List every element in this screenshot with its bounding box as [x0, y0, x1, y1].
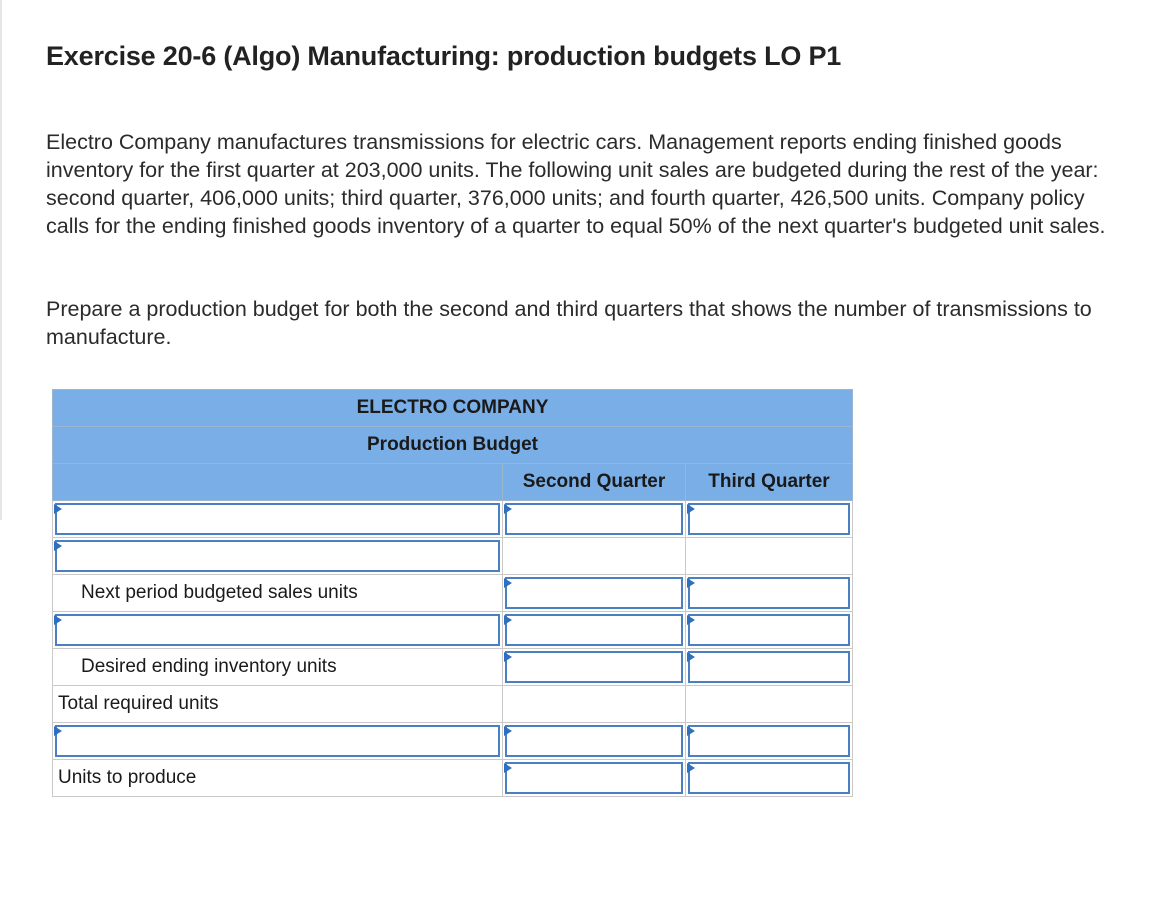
- total-required-second-quarter: [503, 686, 686, 723]
- next-sales-third-quarter-input[interactable]: [688, 577, 850, 609]
- dropdown-marker-icon: [687, 763, 695, 773]
- header-blank: [53, 464, 503, 501]
- dropdown-marker-icon: [687, 652, 695, 662]
- row2-label-select[interactable]: [55, 540, 500, 572]
- dropdown-marker-icon: [54, 615, 62, 625]
- desired-ending-inventory-label: Desired ending inventory units: [53, 649, 503, 686]
- dropdown-marker-icon: [54, 726, 62, 736]
- instruction-text: Prepare a production budget for both the second and third quarters that shows the number of transmissions to manufacture.: [46, 297, 1092, 349]
- row4-third-quarter-input[interactable]: [688, 614, 850, 646]
- desired-ending-third-quarter-input[interactable]: [688, 651, 850, 683]
- table-row: [53, 723, 853, 760]
- budget-title: Production Budget: [53, 427, 853, 464]
- dropdown-marker-icon: [687, 504, 695, 514]
- table-row: [53, 686, 853, 723]
- company-name: ELECTRO COMPANY: [53, 390, 853, 427]
- row7-label-select[interactable]: [55, 725, 500, 757]
- dropdown-marker-icon: [687, 726, 695, 736]
- empty-cell: [686, 538, 853, 575]
- empty-cell: [503, 538, 686, 575]
- next-period-sales-label: Next period budgeted sales units: [53, 575, 503, 612]
- total-required-label: Total required units: [53, 686, 503, 723]
- next-sales-second-quarter-input[interactable]: [505, 577, 683, 609]
- dropdown-marker-icon: [504, 578, 512, 588]
- dropdown-marker-icon: [504, 726, 512, 736]
- table-row: [53, 501, 853, 538]
- column-third-quarter: Third Quarter: [686, 464, 853, 501]
- column-second-quarter: Second Quarter: [503, 464, 686, 501]
- dropdown-marker-icon: [687, 578, 695, 588]
- row4-label-select[interactable]: [55, 614, 500, 646]
- table-row: [53, 538, 853, 575]
- row1-second-quarter-input[interactable]: [505, 503, 683, 535]
- production-budget-table: [52, 389, 853, 797]
- dropdown-marker-icon: [504, 652, 512, 662]
- dropdown-marker-icon: [504, 504, 512, 514]
- row7-second-quarter-input[interactable]: [505, 725, 683, 757]
- row1-third-quarter-input[interactable]: [688, 503, 850, 535]
- table-row: [53, 612, 853, 649]
- units-to-produce-label: Units to produce: [53, 760, 503, 797]
- table-row: [53, 575, 853, 612]
- row1-label-select[interactable]: [55, 503, 500, 535]
- row7-third-quarter-input[interactable]: [688, 725, 850, 757]
- row4-second-quarter-input[interactable]: [505, 614, 683, 646]
- units-to-produce-second-quarter-input[interactable]: [505, 762, 683, 794]
- page-left-edge: [0, 0, 2, 520]
- dropdown-marker-icon: [687, 615, 695, 625]
- exercise-title: Exercise 20-6 (Algo) Manufacturing: production budgets LO P1: [46, 41, 842, 71]
- dropdown-marker-icon: [54, 504, 62, 514]
- problem-description: Electro Company manufactures transmissions for electric cars. Management reports ending finished goods inventory for the first quarter at 203,000 units. The following unit sales are budgeted during the rest of the year: second quarter, 406,000 units; third quarter, 376,000 units; and fourth quarter, 426,500 units. Company policy calls for the ending finished goods inventory of a quarter to equal 50% of the next quarter's budgeted unit sales.: [46, 130, 1106, 238]
- desired-ending-second-quarter-input[interactable]: [505, 651, 683, 683]
- total-required-third-quarter: [686, 686, 853, 723]
- dropdown-marker-icon: [504, 615, 512, 625]
- table-row: [53, 760, 853, 797]
- table-row: [53, 649, 853, 686]
- dropdown-marker-icon: [504, 763, 512, 773]
- units-to-produce-third-quarter-input[interactable]: [688, 762, 850, 794]
- dropdown-marker-icon: [54, 541, 62, 551]
